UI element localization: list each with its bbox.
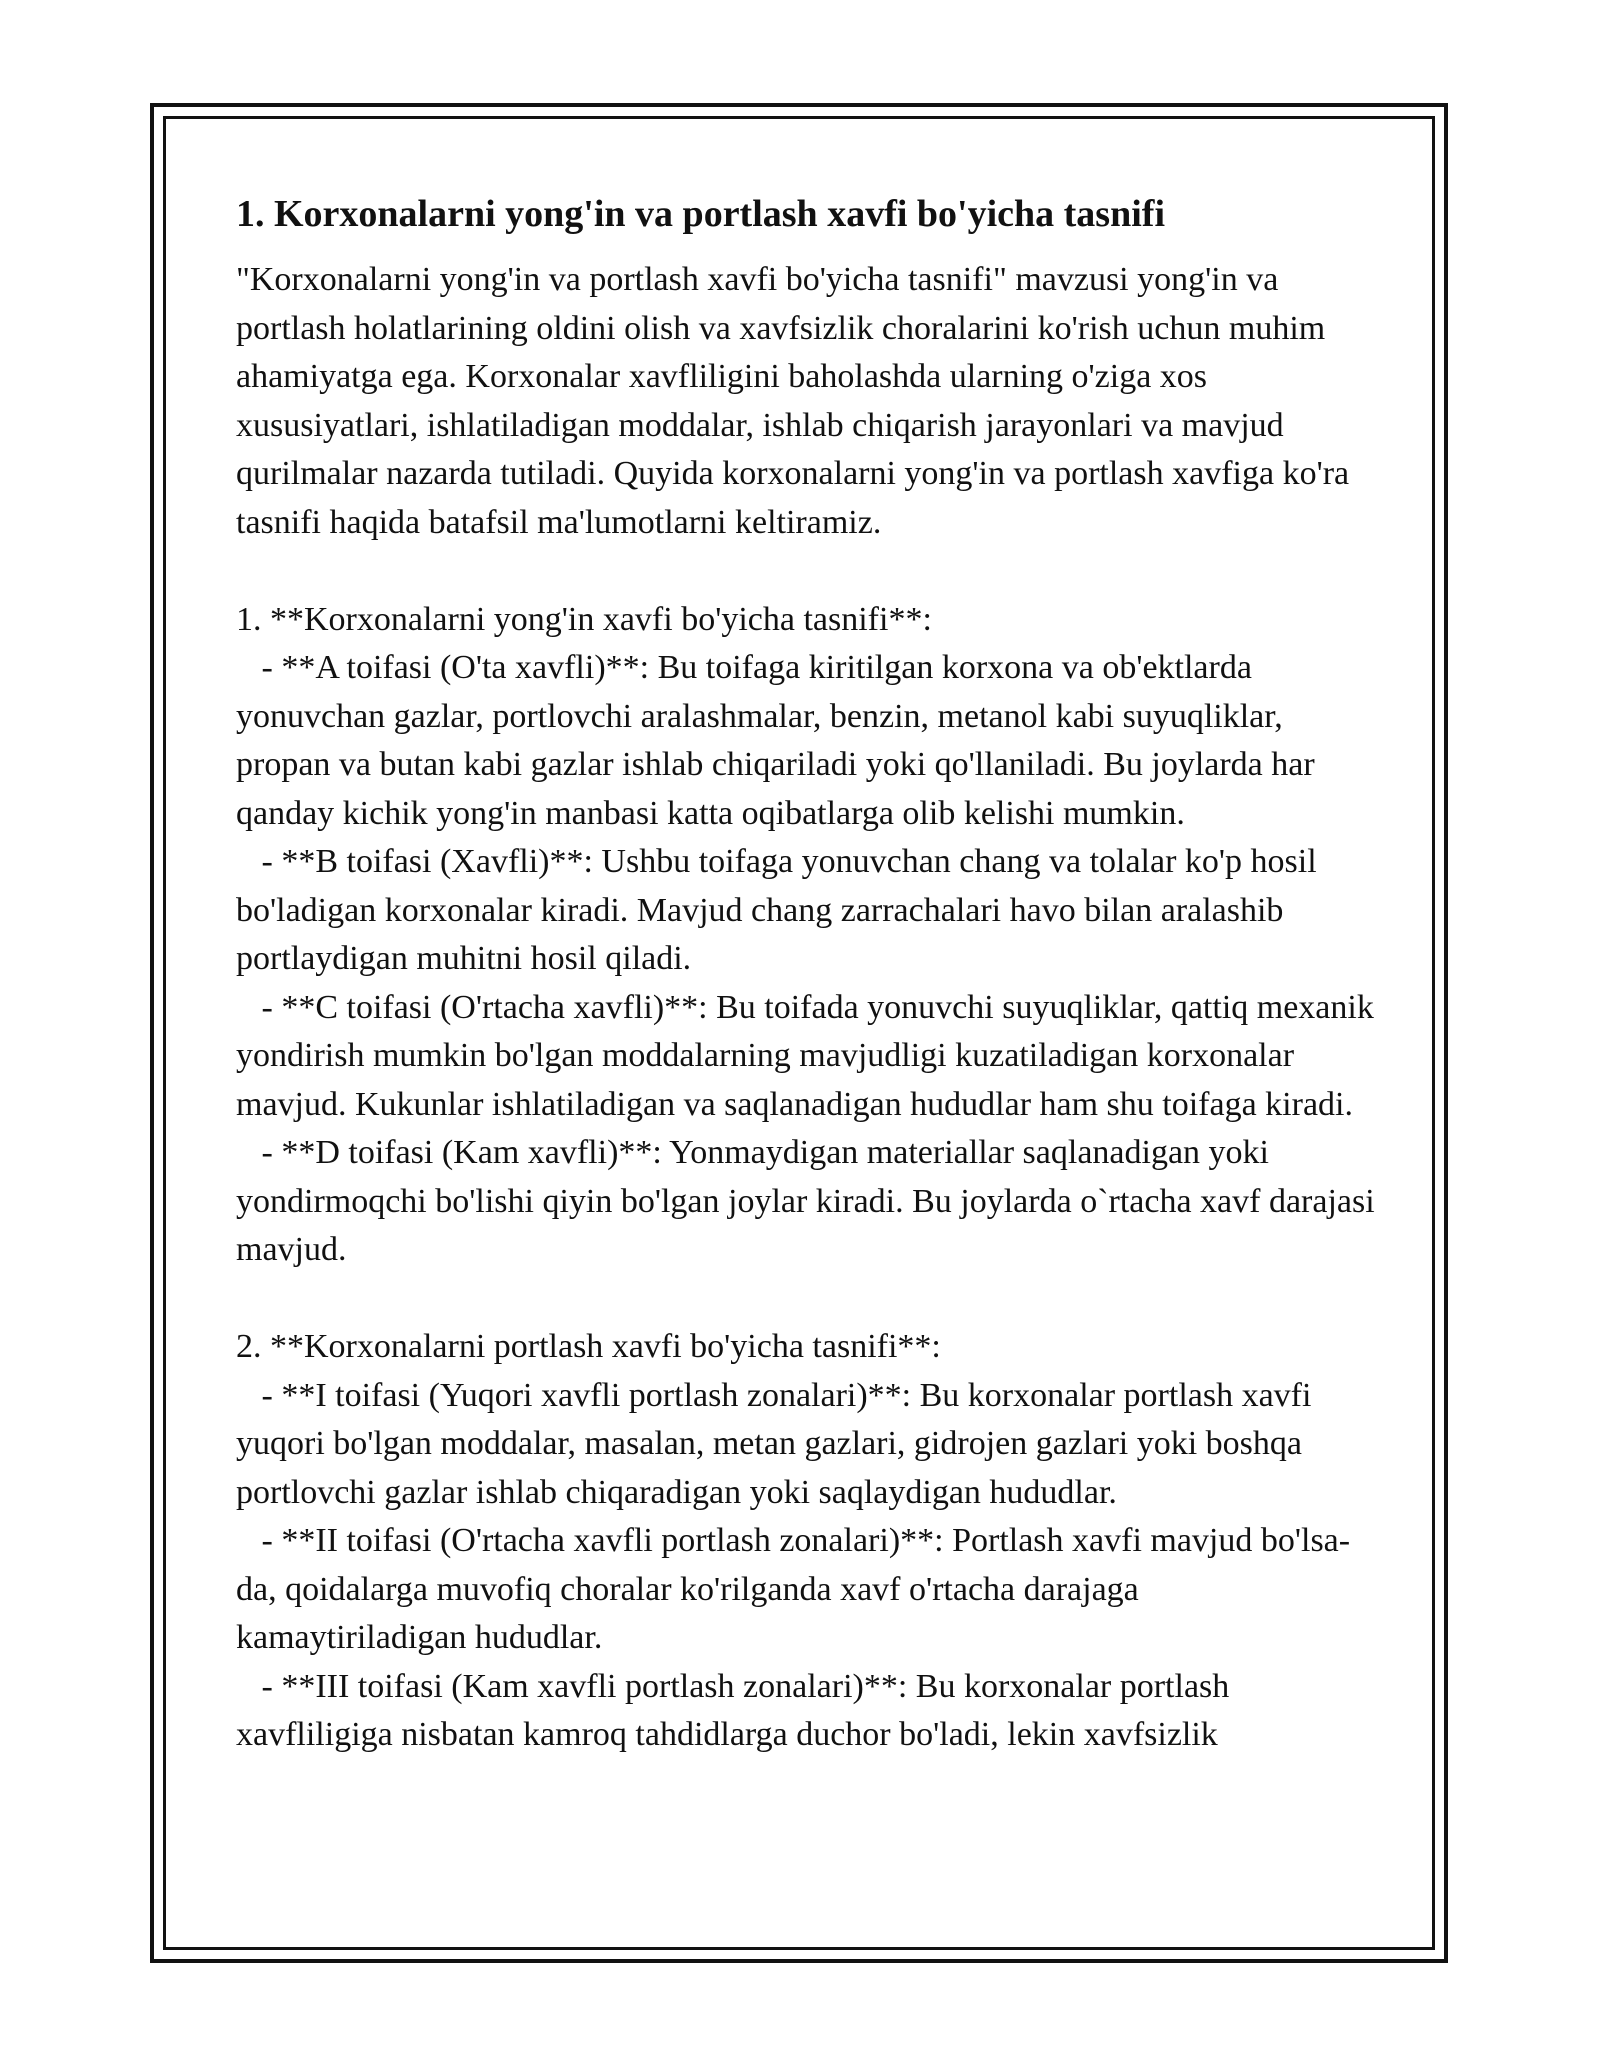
paragraph-spacer — [236, 1275, 1376, 1324]
section-1-item-d: - **D toifasi (Kam xavfli)**: Yonmaydigan materiallar saqlanadigan yoki yondirmoqchi bo'lishi qiyin bo'lgan joylar kiradi. Bu joylarda o`rtacha xavf darajasi mavjud. — [236, 1134, 1384, 1268]
section-2-item-i: - **I toifasi (Yuqori xavfli portlash zonalari)**: Bu korxonalar portlash xavfi yuqori bo'lgan moddalar, masalan, metan gazlari, gidrojen gazlari yoki boshqa portlovchi gazlar ishlab chiqaradigan yoki saqlaydigan hududlar. — [236, 1376, 1320, 1511]
section-2-item-ii: - **II toifasi (O'rtacha xavfli portlash zonalari)**: Portlash xavfi mavjud bo'lsa-da, qoidalarga muvofiq choralar ko'rilganda xavf o'rtacha darajaga kamaytiriladigan hududlar. — [236, 1522, 1351, 1656]
paragraph-spacer — [236, 547, 1376, 596]
section-2-item-iii: - **III toifasi (Kam xavfli portlash zonalari)**: Bu korxonalar portlash xavfliligiga nisbatan kamroq tahdidlarga duchor bo'ladi, lekin xavfsizlik — [236, 1667, 1238, 1753]
section-1-item-c: - **C toifasi (O'rtacha xavfli)**: Bu toifada yonuvchi suyuqliklar, qattiq mexanik yondirish mumkin bo'lgan moddalarning mavjudligi kuzatiladigan korxonalar mavjud. Kukunlar ishlatiladigan va saqlanadigan hududlar ham shu toifaga kiradi. — [236, 988, 1383, 1123]
section-1-item-a: - **A toifasi (O'ta xavfli)**: Bu toifaga kiritilgan korxona va ob'ektlarda yonuvchan gazlar, portlovchi aralashmalar, benzin, metanol kabi suyuqliklar, propan va butan kabi gazlar ishlab chiqariladi yoki qo'llaniladi. Bu joylarda har qanday kichik yong'in manbasi katta oqibatlarga olib kelishi mumkin. — [236, 649, 1324, 832]
section-1-item-b: - **B toifasi (Xavfli)**: Ushbu toifaga yonuvchan chang va tolalar ko'p hosil bo'ladigan korxonalar kiradi. Mavjud chang zarrachalari havo bilan aralashib portlaydigan muhitni hosil qiladi. — [236, 843, 1326, 977]
section-1-heading: 1. **Korxonalarni yong'in xavfi bo'yicha tasnifi**: — [236, 600, 932, 638]
section-2-heading: 2. **Korxonalarni portlash xavfi bo'yicha tasnifi**: — [236, 1328, 941, 1365]
document-title: 1. Korxonalarni yong'in va portlash xavfi bo'yicha tasnifi — [236, 193, 1165, 235]
document-body — [236, 186, 1384, 1760]
intro-paragraph: "Korxonalarni yong'in va portlash xavfi bo'yicha tasnifi" mavzusi yong'in va portlash holatlarining oldini olish va xavfsizlik choralarini ko'rish uchun muhim ahamiyatga ega. Korxonalar xavfliligini baholashda ularning o'ziga xos xususiyatlari, ishlatiladigan moddalar, ishlab chiqarish jarayonlari va mavjud qurilmalar nazarda tutiladi. Quyida korxonalarni yong'in va portlash xavfiga ko'ra tasnifi haqida batafsil ma'lumotlarni keltiramiz. — [236, 261, 1350, 541]
